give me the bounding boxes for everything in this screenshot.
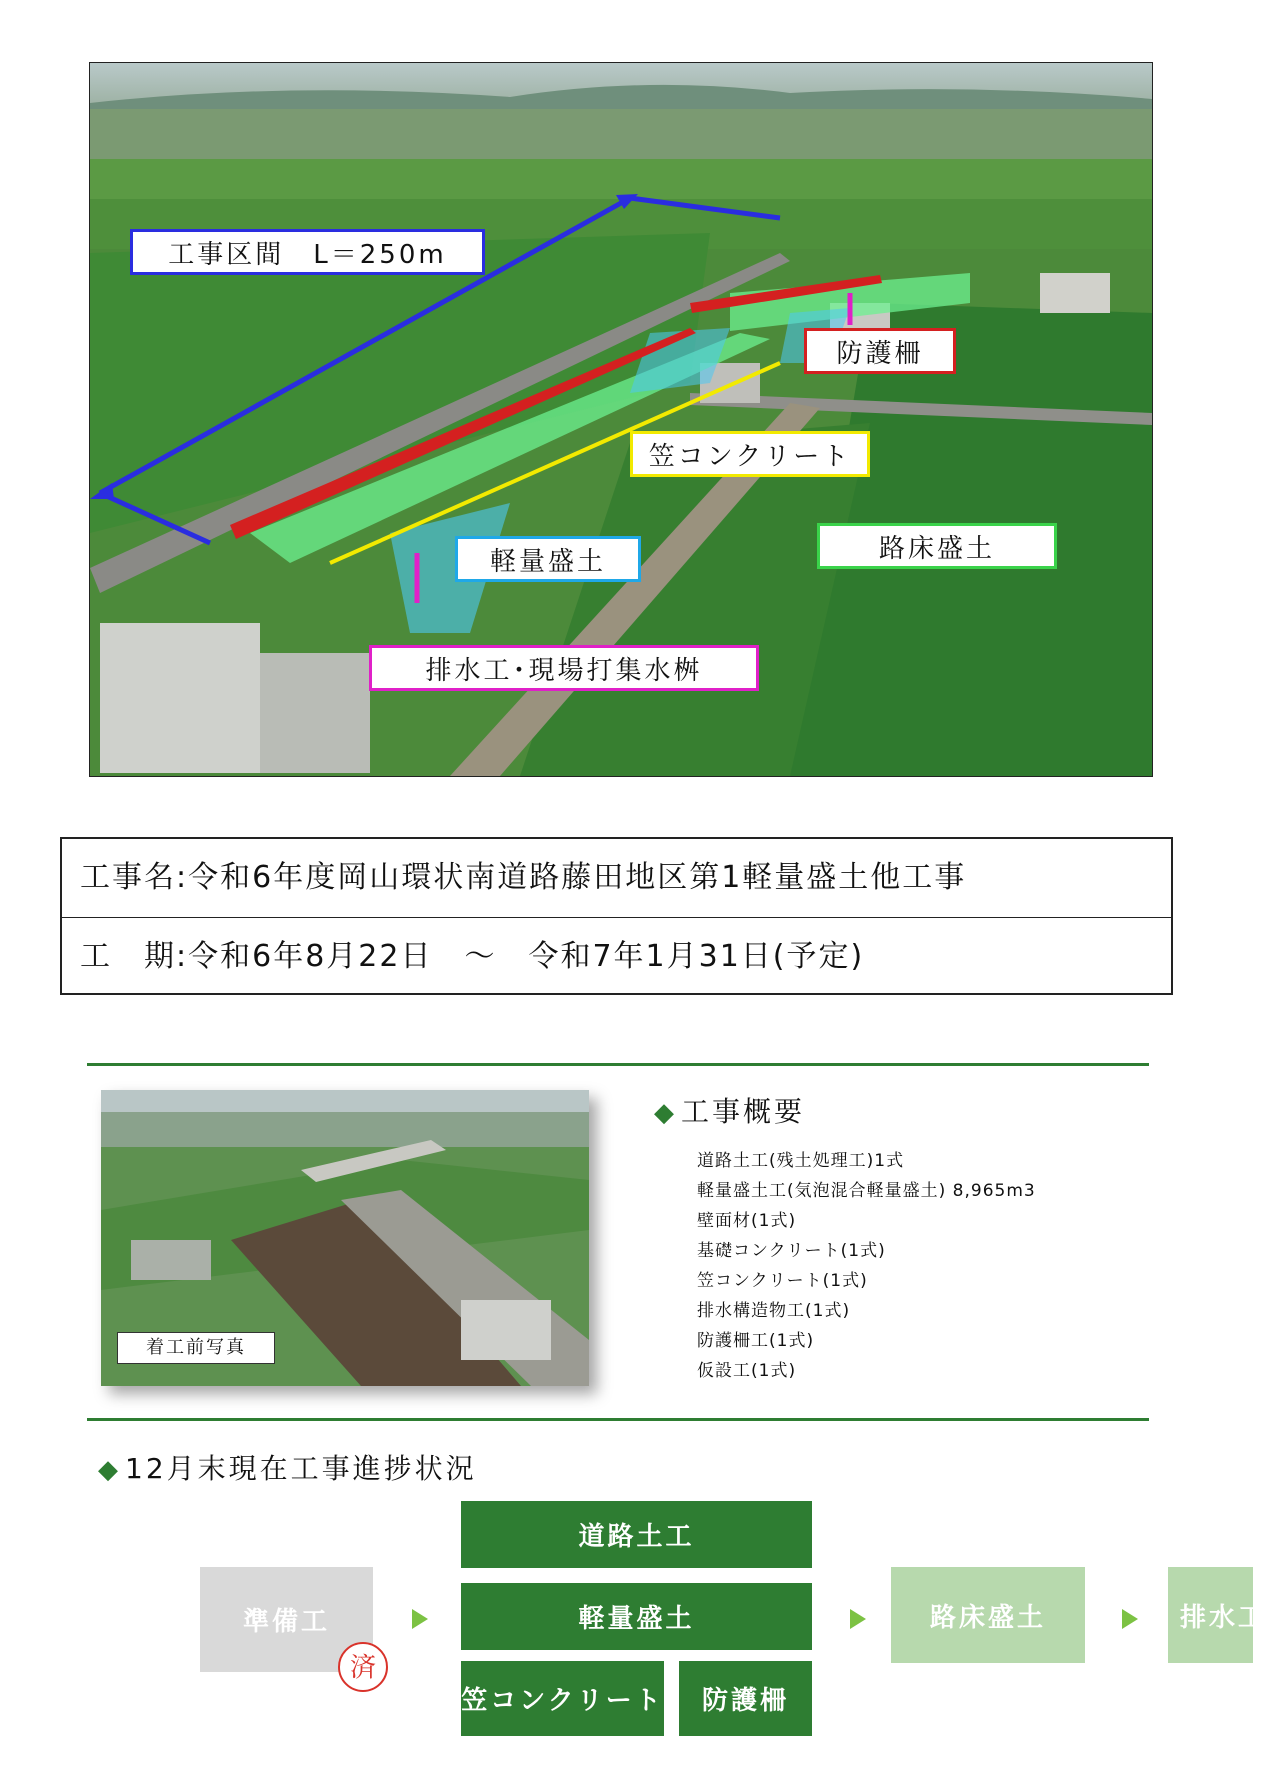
list-item: 基礎コンクリート(1式) — [697, 1241, 886, 1261]
arrow-icon — [412, 1609, 428, 1629]
progress-heading — [98, 1447, 477, 1487]
list-item: 笠コンクリート(1式) — [697, 1271, 868, 1291]
label-roadbed-fill: 路床盛土 — [817, 523, 1057, 569]
divider-top — [87, 1063, 1149, 1066]
step-roadbed-fill: 路床盛土 — [891, 1567, 1085, 1663]
arrow-icon — [850, 1609, 866, 1629]
overview-title: 工事概要 — [681, 1095, 806, 1128]
project-period: 工 期:令和6年8月22日 ～ 令和7年1月31日(予定) — [62, 917, 1171, 995]
list-item: 道路土工(残土処理工)1式 — [697, 1151, 905, 1171]
overview-list — [697, 1146, 1036, 1386]
step-prep: 準備工 — [200, 1567, 373, 1672]
arrow-icon — [1122, 1609, 1138, 1629]
overview-heading — [654, 1090, 805, 1130]
aerial-photo — [89, 62, 1153, 777]
list-item: 防護柵工(1式) — [697, 1331, 815, 1351]
step-drainage: 排水工 — [1168, 1567, 1253, 1663]
project-info-table — [60, 837, 1173, 995]
step-kasa-concrete: 笠コンクリート — [461, 1661, 664, 1736]
list-item: 仮設工(1式) — [697, 1361, 797, 1381]
label-kasa-concrete: 笠コンクリート — [630, 431, 870, 477]
project-name: 工事名:令和6年度岡山環状南道路藤田地区第1軽量盛土他工事 — [80, 860, 967, 895]
label-drainage: 排水工･現場打集水桝 — [369, 645, 759, 691]
done-stamp: 済 — [338, 1642, 388, 1692]
diamond-icon: ◆ — [98, 1455, 121, 1485]
progress-title: 12月末現在工事進捗状況 — [125, 1452, 477, 1485]
step-lightweight-fill: 軽量盛土 — [461, 1583, 812, 1650]
label-lightweight-fill: 軽量盛土 — [455, 536, 641, 582]
step-guardrail: 防護柵 — [679, 1661, 812, 1736]
list-item: 排水構造物工(1式) — [697, 1301, 851, 1321]
list-item: 軽量盛土工(気泡混合軽量盛土) 8,965m3 — [697, 1181, 1036, 1201]
list-item: 壁面材(1式) — [697, 1211, 797, 1231]
label-guardrail: 防護柵 — [804, 328, 956, 374]
step-road-earthwork: 道路土工 — [461, 1501, 812, 1568]
diamond-icon: ◆ — [654, 1098, 677, 1128]
divider-bottom — [87, 1418, 1149, 1421]
before-photo-label: 着工前写真 — [117, 1332, 275, 1364]
label-section-length: 工事区間 L＝250m — [130, 229, 485, 275]
before-construction-photo — [101, 1090, 589, 1386]
